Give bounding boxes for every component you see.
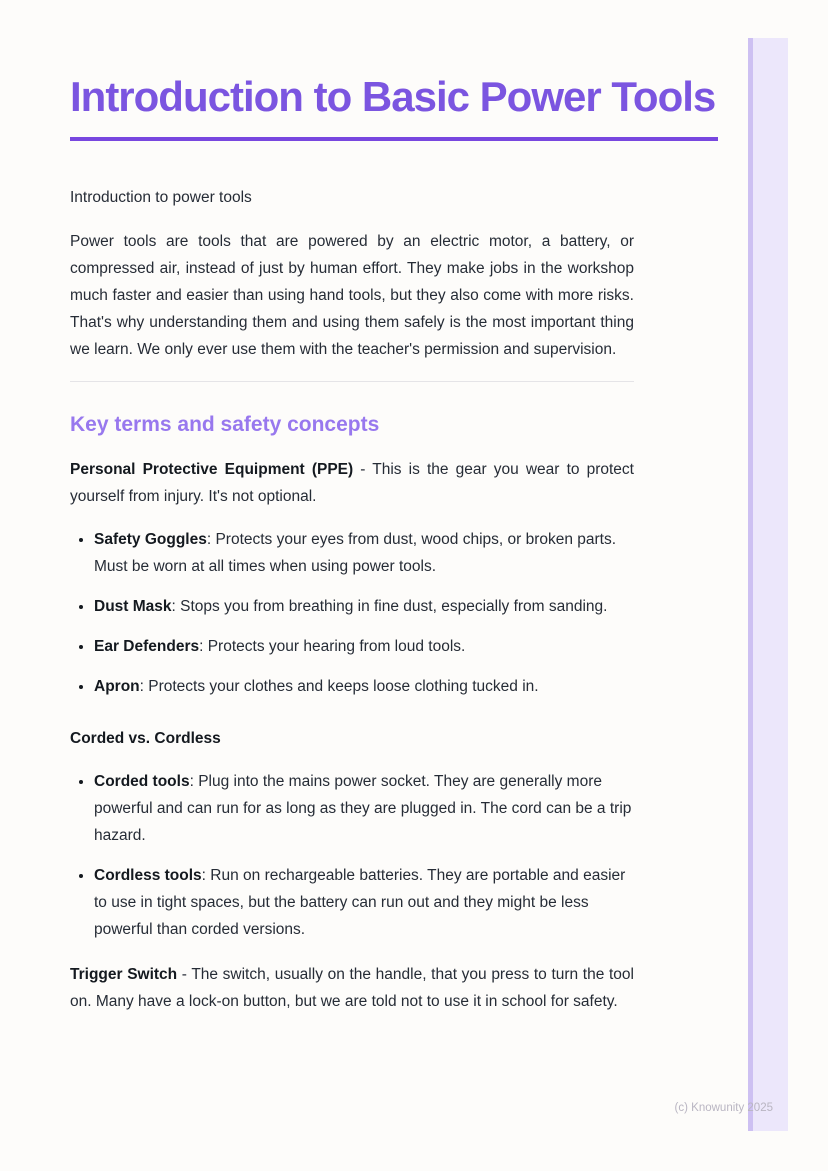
trigger-desc: - The switch, usually on the handle, that you press to turn the tool on. Many have a lock-on button, but we are told not to use it in school for safety. (70, 966, 634, 1010)
bullet-desc: : Protects your clothes and keeps loose clothing tucked in. (139, 678, 539, 695)
corded-heading: Corded vs. Cordless (70, 730, 221, 747)
ppe-desc: - This is the gear you wear to protect yourself from injury. It's not optional. (70, 461, 634, 505)
section-divider (70, 381, 634, 382)
intro-subtitle: Introduction to power tools (70, 189, 252, 206)
bullet-desc: : Protects your eyes from dust, wood chips, or broken parts. Must be worn at all times when using power tools. (94, 531, 617, 575)
bullet-desc: : Protects your hearing from loud tools. (199, 638, 466, 655)
side-stripe (748, 38, 788, 1131)
bullet-desc: : Stops you from breathing in fine dust, especially from sanding. (171, 598, 608, 615)
bullet-term: Ear Defenders (94, 638, 200, 655)
document-page (70, 70, 716, 1015)
bullet-term: Corded tools (94, 773, 190, 790)
footer-credit: (c) Knowunity 2025 (674, 1102, 773, 1114)
intro-paragraph: Power tools are tools that are powered by an electric motor, a battery, or compressed air, instead of just by human effort. They make jobs in the workshop much faster and easier than using hand tools, but they also come with more risks. That's why understanding them and using them safely is the most important thing we learn. We only ever use them with the teacher's permission and supervision. (70, 233, 634, 358)
bullet-term: Cordless tools (94, 867, 202, 884)
section-heading: Key terms and safety concepts (70, 413, 380, 436)
list-item (94, 633, 634, 660)
list-item (94, 526, 634, 580)
bullet-term: Dust Mask (94, 598, 172, 615)
corded-list (70, 768, 634, 943)
trigger-paragraph (70, 961, 634, 1015)
bullet-desc: : Plug into the mains power socket. They are generally more powerful and can run for as long as they are plugged in. The cord can be a trip hazard. (94, 773, 632, 844)
list-item (94, 673, 634, 700)
bullet-term: Apron (94, 678, 140, 695)
list-item (94, 862, 634, 943)
list-item (94, 768, 634, 849)
title-rule (70, 137, 718, 141)
page-title: Introduction to Basic Power Tools (70, 73, 716, 120)
bullet-term: Safety Goggles (94, 531, 207, 548)
ppe-term: Personal Protective Equipment (PPE) (70, 461, 354, 478)
bullet-desc: : Run on rechargeable batteries. They are portable and easier to use in tight spaces, but the battery can run out and they might be less powerful than corded versions. (94, 867, 626, 938)
trigger-term: Trigger Switch (70, 966, 178, 983)
list-item (94, 593, 634, 620)
ppe-paragraph (70, 456, 634, 510)
ppe-list (70, 526, 634, 700)
